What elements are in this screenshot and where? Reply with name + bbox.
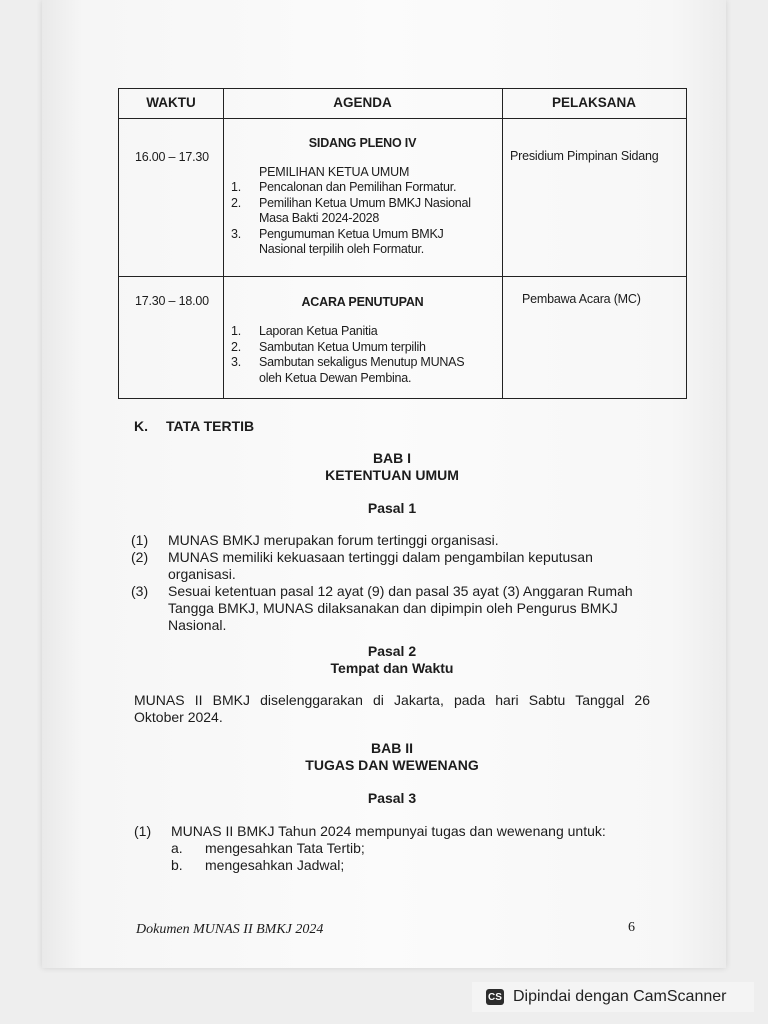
agenda-title: ACARA PENUTUPAN — [301, 295, 424, 309]
article-title: Tempat dan Waktu — [330, 660, 454, 676]
chapter-label: BAB II — [371, 740, 413, 756]
list-item: (1) MUNAS II BMKJ Tahun 2024 mempunyai tugas dan wewenang untuk: — [134, 823, 606, 839]
list-item-continuation: oleh Ketua Dewan Pembina. — [259, 370, 412, 385]
header-pelaksana: PELAKSANA — [551, 95, 636, 110]
chapter-title: KETENTUAN UMUM — [325, 467, 459, 483]
article-label: Pasal 2 — [367, 643, 417, 659]
sub-list-item: a. mengesahkan Tata Tertib; — [171, 840, 365, 856]
header-waktu: WAKTU — [146, 95, 196, 110]
row-divider — [119, 118, 686, 119]
list-item: (1) MUNAS BMKJ merupakan forum tertinggi organisasi. — [131, 532, 499, 548]
agenda-title: SIDANG PLENO IV — [308, 136, 417, 150]
watermark-text: Dipindai dengan CamScanner — [513, 988, 727, 1005]
list-item: 1. Pencalonan dan Pemilihan Formatur. — [231, 180, 457, 194]
chapter-title: TUGAS DAN WEWENANG — [305, 757, 479, 773]
section-letter: K. — [134, 418, 148, 434]
article-2-text: MUNAS II BMKJ diselenggarakan di Jakarta, pada hari Sabtu Tanggal 26 Oktober 2024. — [134, 692, 650, 725]
camscanner-watermark — [472, 982, 754, 1012]
sub-list-item: b. mengesahkan Jadwal; — [171, 857, 345, 873]
column-divider — [502, 89, 503, 398]
row-time: 16.00 – 17.30 — [135, 150, 209, 164]
footer-document-title: Dokumen MUNAS II BMKJ 2024 — [136, 922, 324, 937]
list-item: 2. Pemilihan Ketua Umum BMKJ Nasional — [231, 195, 471, 210]
row-divider — [119, 276, 686, 277]
list-item-continuation: organisasi. — [168, 566, 236, 582]
list-item: 2. Sambutan Ketua Umum terpilih — [231, 339, 426, 354]
list-item: 1. Laporan Ketua Panitia — [231, 324, 378, 338]
header-agenda: AGENDA — [333, 95, 392, 110]
list-item: (3) Sesuai ketentuan pasal 12 ayat (9) dan pasal 35 ayat (3) Anggaran Rumah — [131, 583, 633, 599]
row-executor: Pembawa Acara (MC) — [522, 292, 641, 306]
list-item-continuation: Tangga BMKJ, MUNAS dilaksanakan dan dipimpin oleh Pengurus BMKJ — [168, 600, 618, 616]
list-item: 3. Pengumuman Ketua Umum BMKJ — [231, 226, 444, 241]
agenda-subtitle: PEMILIHAN KETUA UMUM — [259, 165, 410, 179]
section-title: TATA TERTIB — [166, 418, 255, 434]
list-item-continuation: Masa Bakti 2024-2028 — [259, 211, 380, 225]
article-1-list — [131, 532, 650, 634]
agenda-item-list — [231, 324, 496, 386]
agenda-item-list — [231, 180, 496, 258]
agenda-table — [118, 88, 687, 399]
article-label: Pasal 3 — [367, 790, 417, 806]
list-item: 3. Sambutan sekaligus Menutup MUNAS — [231, 355, 465, 369]
row-time: 17.30 – 18.00 — [135, 294, 209, 308]
list-item-continuation: Nasional terpilih oleh Formatur. — [259, 242, 424, 256]
article-label: Pasal 1 — [367, 500, 417, 516]
list-item: (2) MUNAS memiliki kekuasaan tertinggi dalam pengambilan keputusan — [131, 549, 593, 565]
row-executor: Presidium Pimpinan Sidang — [510, 149, 659, 163]
camscanner-logo-icon: CS — [486, 989, 504, 1005]
page-number: 6 — [628, 920, 635, 935]
article-3-list — [134, 823, 654, 874]
chapter-label: BAB I — [372, 450, 412, 466]
list-item-continuation: Nasional. — [168, 617, 227, 633]
